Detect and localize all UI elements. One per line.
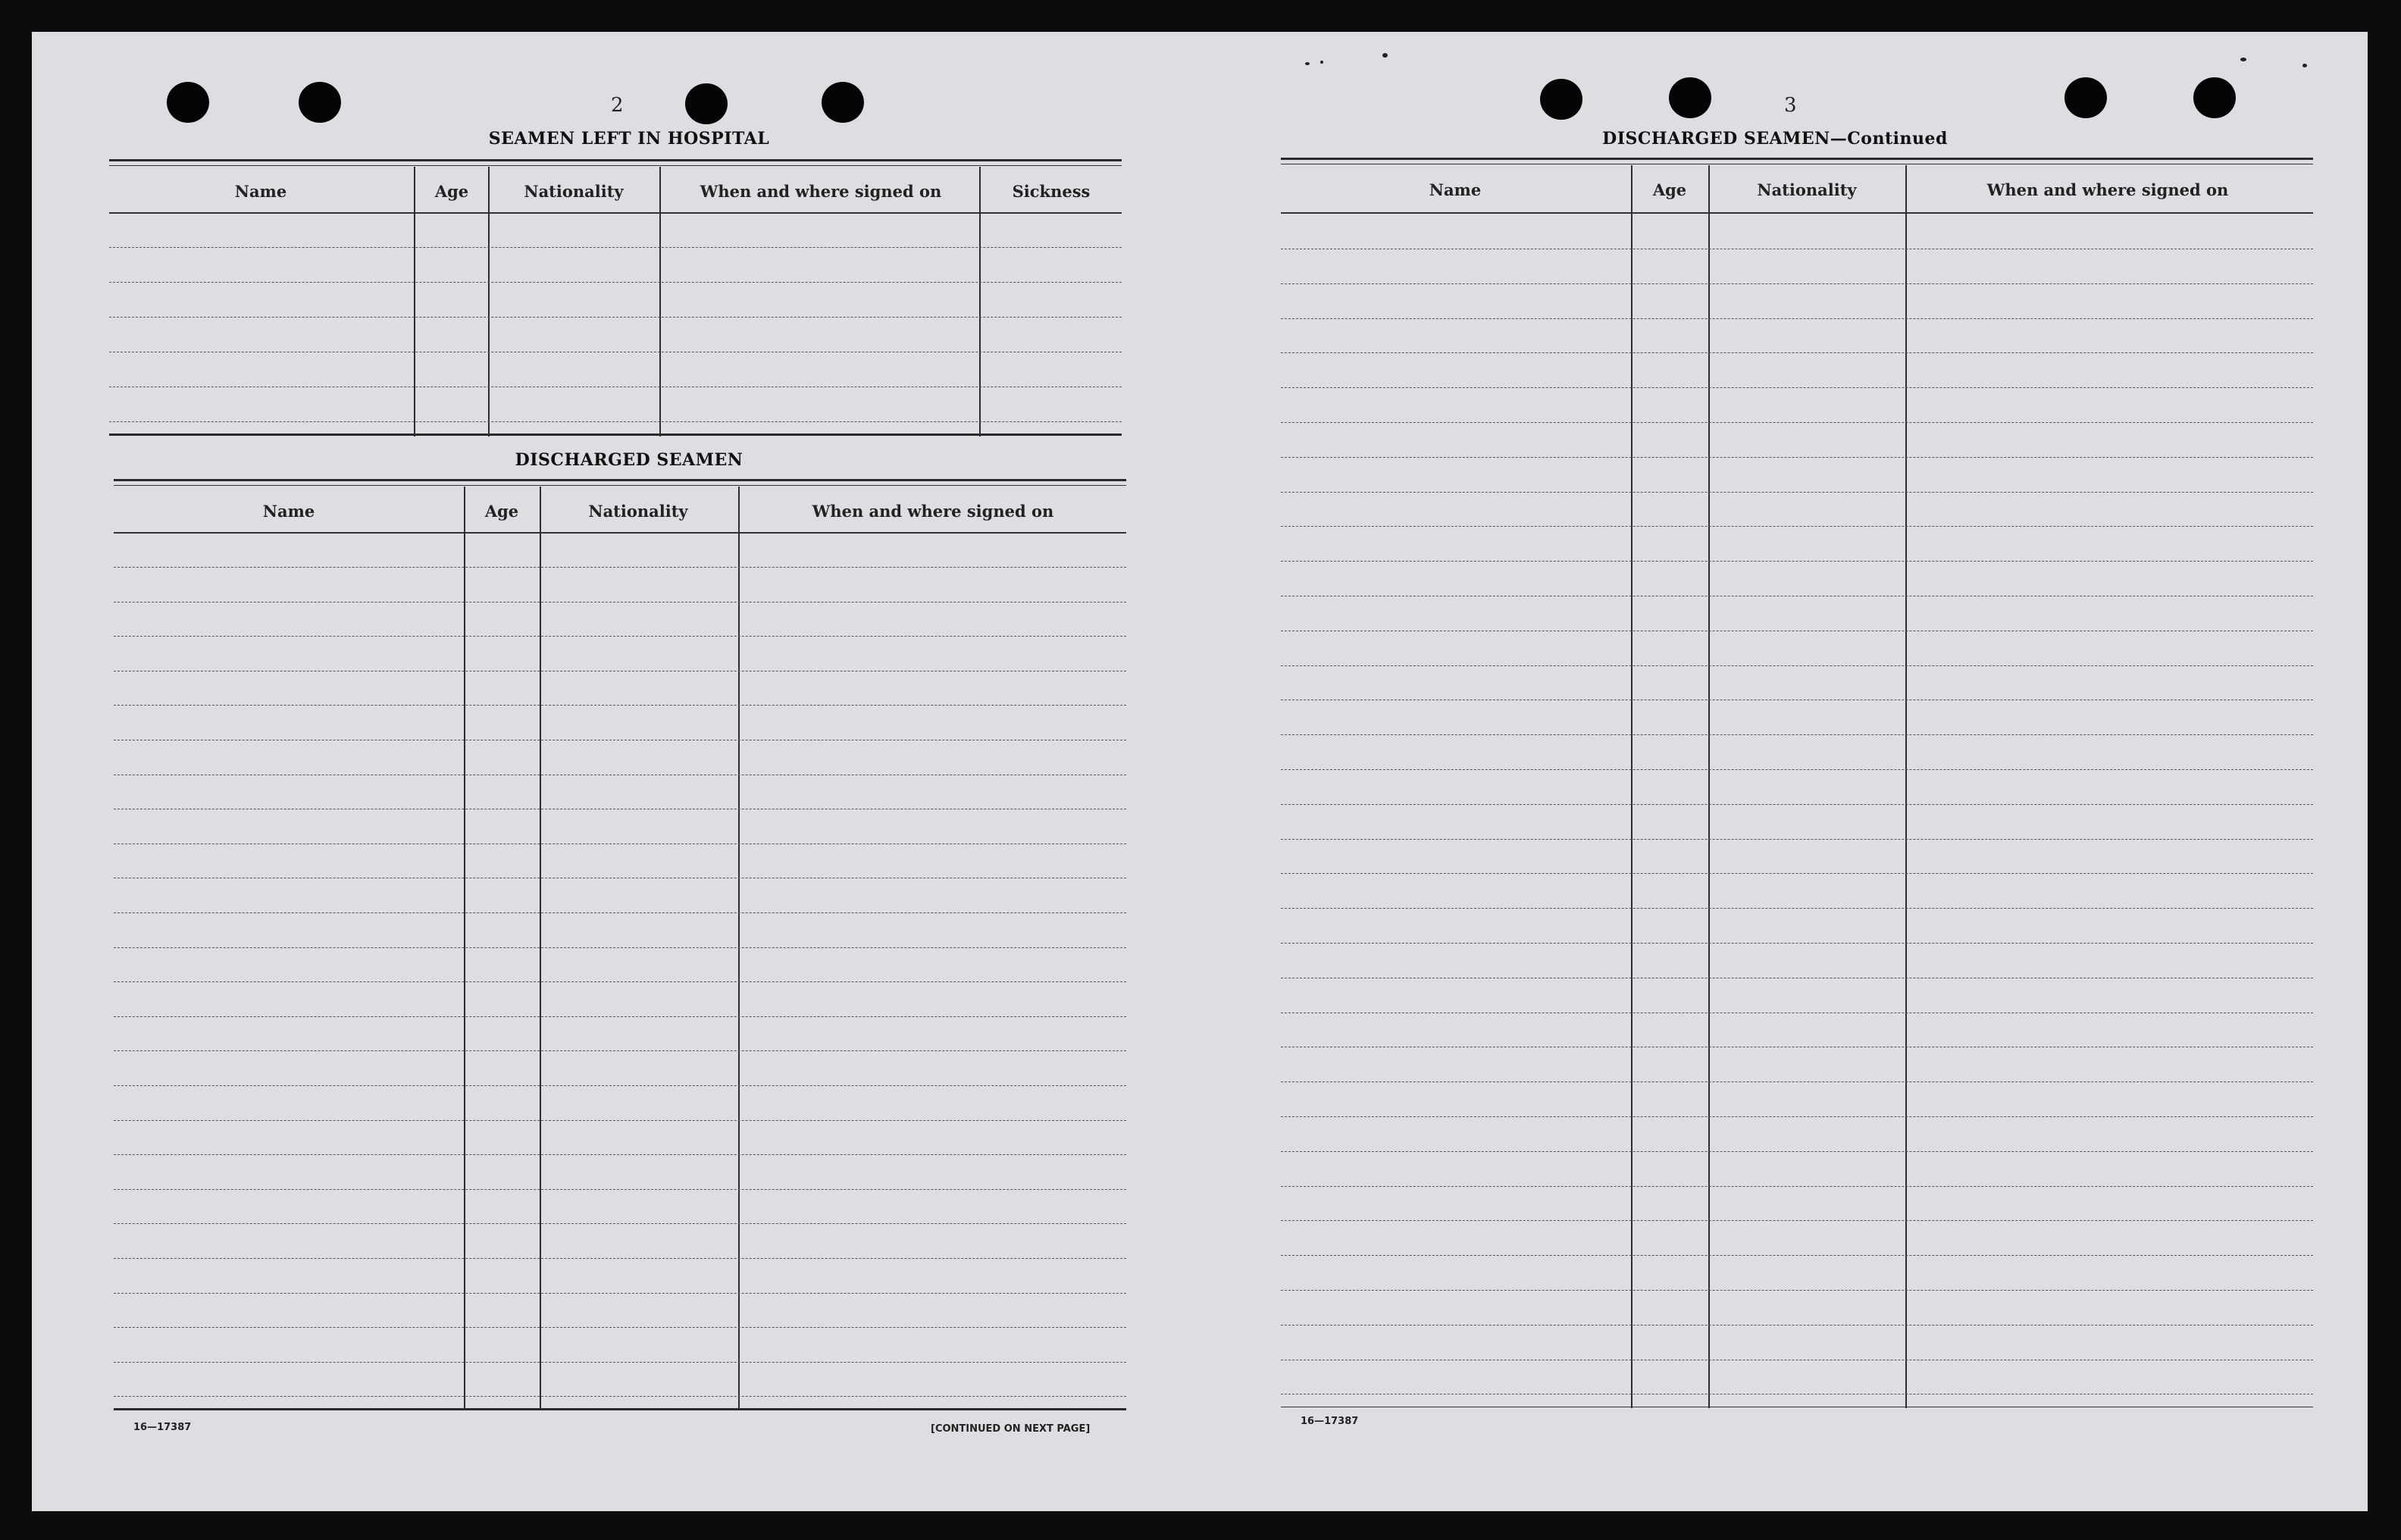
punch-hole [167,82,209,123]
row-line [114,636,1126,637]
column-divider [1905,165,1907,1408]
row-line [114,1120,1126,1121]
row-line [114,1189,1126,1190]
row-line [1281,318,2313,319]
top-rule [109,159,1122,161]
punch-hole [2064,77,2107,118]
row-line [1281,943,2313,944]
top-rule [114,485,1126,486]
col-header-age: Age [434,182,469,201]
section-title: DISCHARGED SEAMEN [515,450,743,470]
row-line [114,705,1126,706]
row-line [114,981,1126,982]
row-line [1281,352,2313,353]
column-divider [1708,165,1710,1408]
row-line [1281,561,2313,562]
row-line [1281,283,2313,284]
col-header-age: Age [484,502,519,521]
column-divider [488,167,490,437]
punch-hole [1540,79,1582,120]
row-line [114,1223,1126,1224]
col-header-name: Name [234,182,287,201]
row-line [114,1258,1126,1259]
row-line [1281,1255,2313,1256]
row-line [1281,804,2313,805]
row-line [109,247,1122,248]
ink-speck [2302,64,2307,67]
row-line [114,1293,1126,1294]
bottom-rule [114,1408,1126,1410]
ink-speck [2240,58,2246,61]
ink-speck [1382,53,1388,58]
column-divider [1631,165,1632,1408]
row-line [1281,526,2313,527]
col-header-name: Name [262,502,315,521]
ink-speck [1305,62,1310,65]
punch-hole [822,82,864,123]
top-rule [109,165,1122,166]
ink-speck [1320,61,1323,64]
row-line [114,1396,1126,1397]
row-line [1281,1290,2313,1291]
row-line [114,1154,1126,1155]
row-line [114,602,1126,603]
row-line [114,1016,1126,1017]
row-line [1281,1151,2313,1152]
continued-note: [CONTINUED ON NEXT PAGE] [931,1423,1091,1435]
header-underline [109,212,1122,214]
section-title: SEAMEN LEFT IN HOSPITAL [488,129,770,149]
col-header-nationality: Nationality [588,502,688,521]
punch-hole [685,83,728,124]
document-sheet [32,32,2368,1511]
row-line [109,317,1122,318]
row-line [1281,1325,2313,1326]
row-line [1281,1186,2313,1187]
page-number: 2 [611,94,624,117]
row-line [1281,665,2313,666]
column-divider [540,487,541,1410]
row-line [1281,1116,2313,1117]
row-line [1281,457,2313,458]
col-header-nationality: Nationality [1757,180,1857,199]
row-line [1281,734,2313,735]
col-header-sickness: Sickness [1012,182,1091,201]
row-line [1281,1220,2313,1221]
row-line [114,912,1126,913]
section-title [1548,129,2002,149]
column-divider [979,167,981,437]
bottom-rule [109,434,1122,436]
top-rule [1281,158,2313,160]
header-underline [114,532,1126,534]
column-divider [464,487,465,1410]
col-header-age: Age [1652,180,1687,199]
row-line [114,1050,1126,1051]
row-line [1281,769,2313,770]
page-number: 3 [1784,94,1797,117]
section-title-continued: —Continued [1830,129,1948,149]
column-divider [659,167,661,437]
row-line [109,421,1122,422]
col-header-nationality: Nationality [524,182,624,201]
col-header-name: Name [1429,180,1482,199]
row-line [1281,908,2313,909]
punch-hole [2193,77,2236,118]
row-line [114,1085,1126,1086]
row-line [1281,422,2313,423]
row-line [114,1362,1126,1363]
row-line [1281,492,2313,493]
row-line [1281,873,2313,874]
form-number: 16—17387 [1301,1416,1359,1427]
col-header-signed-on: When and where signed on [700,182,942,201]
column-divider [414,167,415,437]
hospital-table [109,159,1122,462]
row-line [109,282,1122,283]
row-line [114,567,1126,568]
row-line [114,947,1126,948]
punch-hole [1669,77,1711,118]
row-line [1281,387,2313,388]
header-underline [1281,212,2313,214]
form-number: 16—17387 [133,1422,192,1433]
discharged-table-left [114,479,1126,1457]
top-rule [114,479,1126,481]
row-line [1281,839,2313,840]
row-line [1281,1081,2313,1082]
punch-hole [299,82,341,123]
col-header-signed-on: When and where signed on [1986,180,2229,199]
section-title-main: DISCHARGED SEAMEN [1602,129,1830,149]
row-line [114,1327,1126,1328]
col-header-signed-on: When and where signed on [812,502,1054,521]
column-divider [738,487,740,1410]
discharged-table-right [1281,158,2313,1446]
